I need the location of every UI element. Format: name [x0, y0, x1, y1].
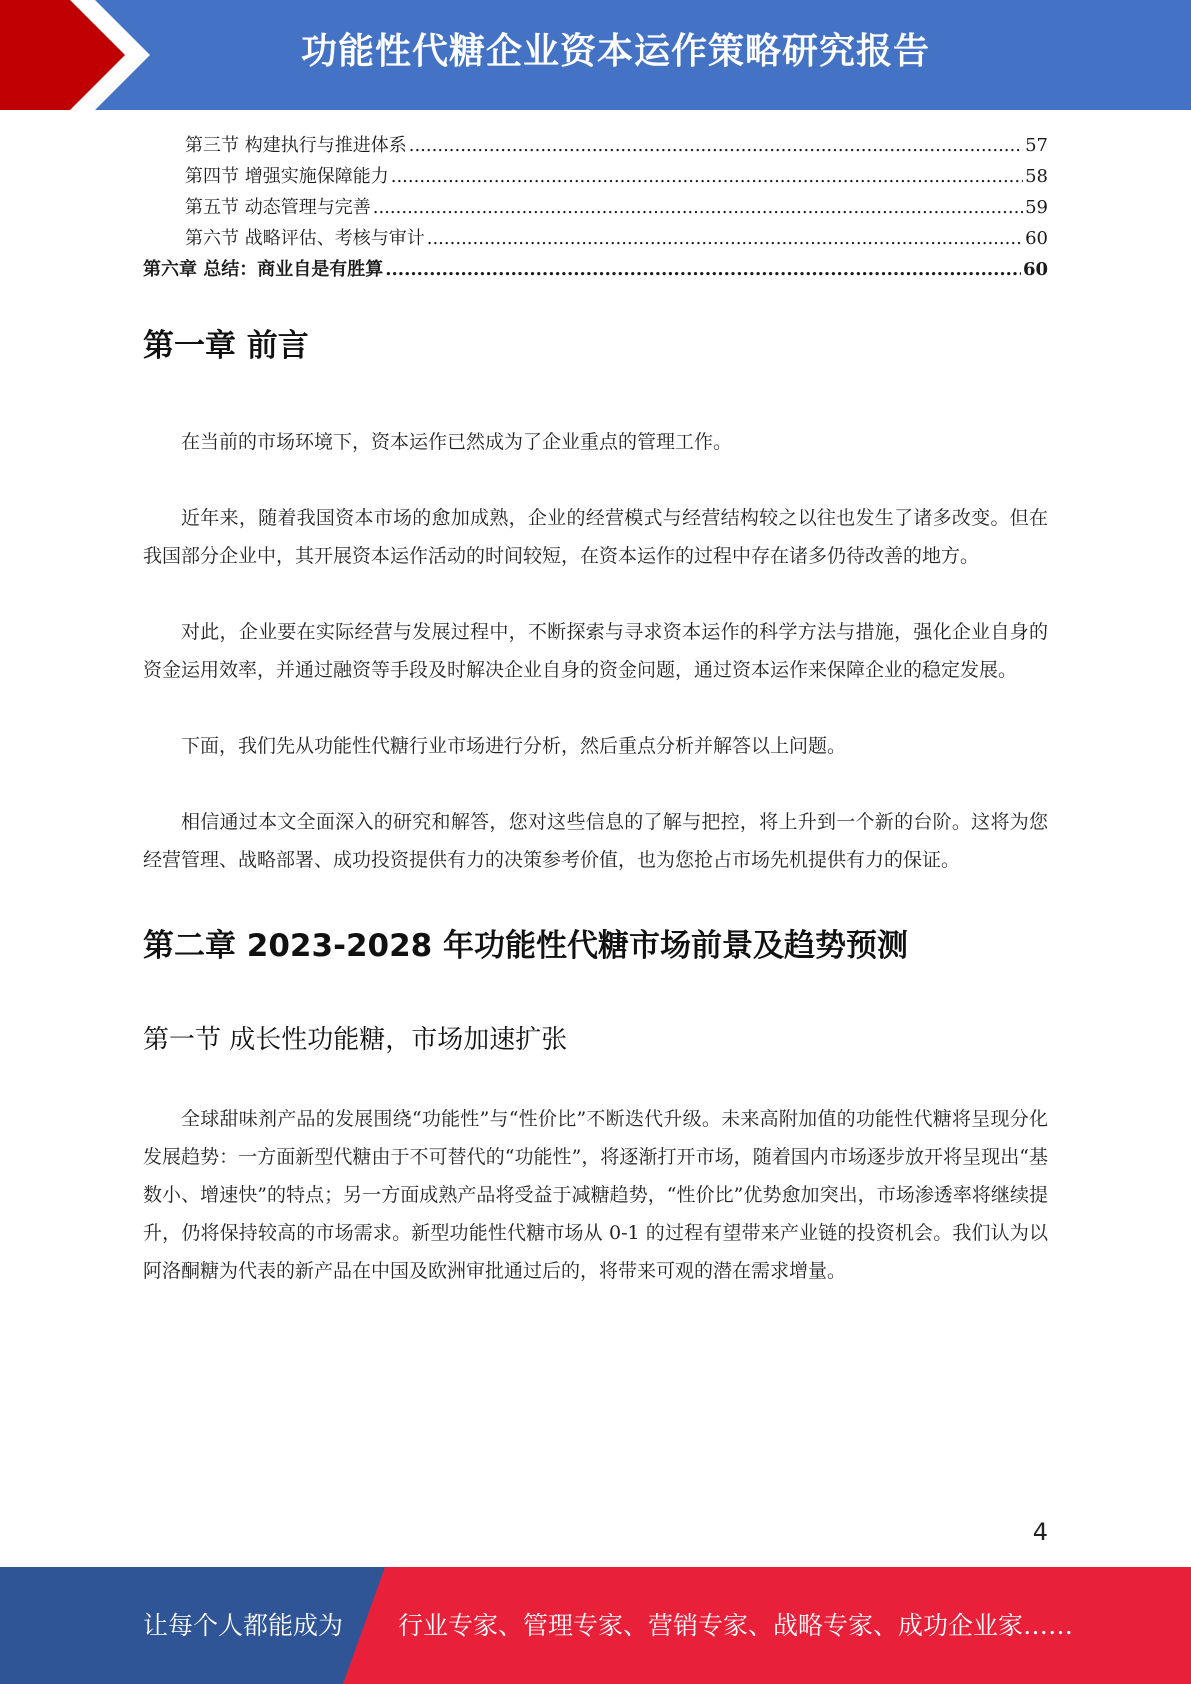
paragraph: 在当前的市场环境下，资本运作已然成为了企业重点的管理工作。 — [181, 431, 733, 453]
section-heading: 第一节 成长性功能糖，市场加速扩张 — [143, 1025, 568, 1055]
toc-entry[interactable] — [143, 223, 1048, 254]
paragraph: 全球甜味剂产品的发展围绕“功能性”与“性价比”不断迭代升级。未来高附加值的功能性代糖将呈现分化发展趋势：一方面新型代糖由于不可替代的“功能性”，将逐渐打开市场，随着国内市场逐步放开将呈现出“基数小、增速快”的特点；另一方面成熟产品将受益于减糖趋势，“性价比”优势愈加突出，市场渗透率将继续提升，仍将保持较高的市场需求。新型功能性代糖市场从 0-1 的过程有望带来产业链的投资机会。我们认为以阿洛酮糖为代表的新产品在中国及欧洲审批通过后的，将带来可观的潜在需求增量。 — [143, 1108, 1048, 1282]
footer-slogan-right: 行业专家、管理专家、营销专家、战略专家、成功企业家…… — [398, 1611, 1074, 1640]
toc-entry-page: 60 — [1025, 228, 1048, 249]
page-footer — [0, 1567, 1191, 1684]
toc-entry-title: 第六节 战略评估、考核与审计 — [185, 228, 425, 249]
toc-entry-page: 59 — [1025, 197, 1048, 218]
document-body — [143, 322, 1048, 1290]
paragraph: 对此，企业要在实际经营与发展过程中，不断探索与寻求资本运作的科学方法与措施，强化企业自身的资金运用效率，并通过融资等手段及时解决企业自身的资金问题，通过资本运作来保障企业的稳定发展。 — [143, 621, 1048, 681]
toc-leader-dots — [373, 192, 1023, 223]
toc-leader-dots — [427, 223, 1023, 254]
toc-entry[interactable] — [143, 161, 1048, 192]
toc-entry[interactable] — [143, 192, 1048, 223]
toc-entry-chapter[interactable] — [143, 254, 1048, 285]
paragraph: 相信通过本文全面深入的研究和解答，您对这些信息的了解与把控，将上升到一个新的台阶。这将为您经营管理、战略部署、成功投资提供有力的决策参考价值，也为您抢占市场先机提供有力的保证。 — [143, 811, 1048, 871]
toc-entry-title: 第五节 动态管理与完善 — [185, 197, 371, 218]
toc-entry-title: 第三节 构建执行与推进体系 — [185, 135, 407, 156]
toc-leader-dots — [385, 254, 1021, 285]
toc-entry-page: 60 — [1022, 259, 1048, 280]
toc-entry-page: 57 — [1025, 135, 1048, 156]
toc-entry-page: 58 — [1025, 166, 1048, 187]
chapter-heading: 第一章 前言 — [143, 328, 309, 364]
footer-slogan-left: 让每个人都能成为 — [143, 1611, 344, 1640]
toc-entry[interactable] — [143, 130, 1048, 161]
table-of-contents — [143, 130, 1048, 285]
toc-entry-title: 第四节 增强实施保障能力 — [185, 166, 389, 187]
toc-leader-dots — [391, 161, 1023, 192]
page-header — [0, 0, 1191, 110]
paragraph: 近年来，随着我国资本市场的愈加成熟，企业的经营模式与经营结构较之以往也发生了诸多改变。但在我国部分企业中，其开展资本运作活动的时间较短，在资本运作的过程中存在诸多仍待改善的地方。 — [143, 507, 1048, 567]
toc-leader-dots — [409, 130, 1023, 161]
paragraph: 下面，我们先从功能性代糖行业市场进行分析，然后重点分析并解答以上问题。 — [181, 735, 847, 757]
page-number: 4 — [1032, 1518, 1048, 1546]
report-title: 功能性代糖企业资本运作策略研究报告 — [300, 31, 930, 72]
toc-entry-title: 第六章 总结：商业自是有胜算 — [143, 259, 384, 280]
chapter-heading: 第二章 2023-2028 年功能性代糖市场前景及趋势预测 — [143, 928, 909, 964]
